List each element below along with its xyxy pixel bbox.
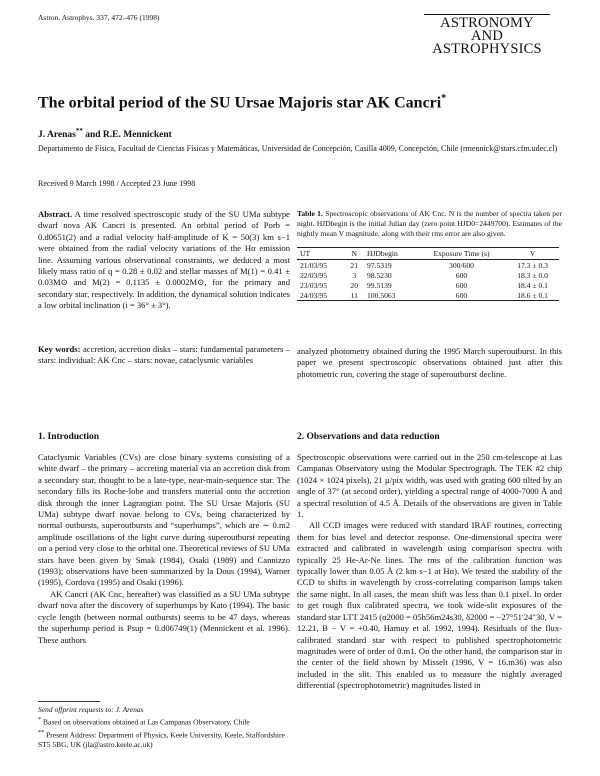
table-row	[297, 260, 559, 271]
intro-paragraph-2: AK Cancri (AK Cnc, hereafter) was classified as a SU UMa subtype dwarf nova after the discovery of superhumps by Kato (1994). The basic cycle length (between normal outbursts) seems to be 47 days, whereas the superhump period is Psup = 0.d06749(1) (Mennickent et al. 1996). These authors	[38, 588, 290, 645]
table-caption-text: Spectroscopic observations of AK Cnc. N is the number of spectra taken per night. HJDbegin is the initial Julian day (zero point HJD0=2449700). Estimates of the nightly mean V magnitude, along with their rms error are also given.	[297, 209, 562, 238]
authors	[38, 127, 172, 140]
table-caption	[297, 209, 562, 239]
title-text: The orbital period of the SU Ursae Majoris star AK Cancri	[38, 94, 442, 112]
col-header-n: N	[344, 248, 364, 260]
keywords-text: accretion, accretion disks – stars: fundamental parameters – stars: individual: AK Cnc – stars: novae, cataclysmic variables	[38, 344, 290, 366]
cell-exposure: 600	[455, 270, 468, 280]
cell-n: 21	[350, 260, 359, 270]
col-header-ut: UT	[297, 248, 344, 260]
abstract	[38, 209, 290, 312]
cell-n: 20	[350, 280, 359, 290]
title-footnote-mark: *	[441, 93, 447, 104]
paper-title	[38, 93, 558, 112]
cell-v: 17.3 ± 0.3	[517, 260, 548, 270]
keywords-label: Key words:	[38, 344, 81, 354]
cell-hjd: 97.5319	[366, 260, 392, 270]
cell-hjd: 100.5063	[364, 290, 417, 301]
cell-ut: 23/03/95	[300, 280, 328, 290]
received-date: Received 9 March 1998 / Accepted 23 June 1998	[38, 179, 196, 188]
abstract-label: Abstract.	[38, 209, 73, 219]
logo-line-2: AND	[470, 28, 503, 44]
footnote-offprint: Send offprint requests to: J. Arenas	[38, 705, 144, 714]
logo-line-3: ASTROPHYSICS	[432, 41, 542, 57]
affiliation: Departamento de Física, Facultad de Ciencias Físicas y Matemáticas, Universidad de Concepción, Casilla 4009, Concepción, Chile (rmennick@stars.cfm.udec.cl)	[38, 144, 558, 153]
author-2: and R.E. Mennickent	[82, 130, 172, 141]
cell-v: 18.3 ± 0.0	[517, 270, 548, 280]
intro-continuation	[297, 346, 562, 380]
intro-body	[38, 452, 290, 646]
logo-line-1: ASTRONOMY	[440, 15, 534, 31]
observations-table	[297, 247, 559, 301]
table-header-row	[297, 248, 559, 260]
table-row	[297, 280, 559, 290]
col-header-hjd: HJDbegin	[364, 248, 417, 260]
footnote-rule	[38, 701, 100, 702]
journal-logo	[424, 14, 550, 56]
cell-exposure: 600	[455, 280, 468, 290]
observations-paragraph-2: All CCD images were reduced with standard IRAF routines, correcting them for bias level and detector response. One-dimensional spectra were extracted and calibrated in wavelength using comparison spectra with typically 25 He-Ar-Ne lines. The rms of the calibration function was typically lower than 0.05 Å (2 km s−1 at Hα). We tested the stability of the CCD to shifts in wavelength by cross-correlating comparison lamps taken the same night. In all cases, the mean shift was less than 0.1 pixel. In order to get rough flux calibrated spectra, we took wide-slit exposures of the standard star LTT 2415 (α2000 = 05h56m24s30, δ2000 = −27°51′24″30, V = 12.21, B − V = +0.40, Hamuy et al. 1992, 1994). Residuals of the flux-calibrated standard star with respect to published spectrophotometric magnitudes were of order of 0.m1. On the other hand, the comparison star in the center of the field shown by Misselt (1996, V = 16.m36) was also included in the slit. This enabled us to measure the nightly averaged differential (spectrophotometric) magnitudes listed in	[297, 520, 562, 691]
author-footnote-mark: **	[75, 127, 83, 135]
footnote-starstar: ** Present Address: Department of Physics, Keele University, Keele, Staffordshire ST5 5BG, UK (jla@astro.keele.ac.uk)	[38, 728, 285, 749]
footnotes	[38, 701, 290, 750]
cell-n: 11	[344, 290, 364, 301]
cell-exposure: 600	[417, 290, 506, 301]
table-row	[297, 270, 559, 280]
cell-hjd: 98.5230	[366, 270, 392, 280]
cell-exposure: 300/600	[449, 260, 474, 270]
author-1: J. Arenas	[38, 130, 76, 141]
cell-n: 3	[352, 270, 357, 280]
keywords	[38, 344, 290, 367]
observations-paragraph-1: Spectroscopic observations were carried out in the 250 cm-telescope at Las Campanas Observatory using the Modular Spectrograph. The TEK #2 chip (1024 × 1024 pixels), 21 µ/pix width, was used with grating 600 tilted by an angle of 37° (at second order), yielding a spectral range of 4000-7000 Å and a spectral resolution of 4.5 Å. Details of the observations are given in Table 1.	[297, 452, 562, 520]
col-header-exposure: Exposure Time (s)	[417, 248, 506, 260]
intro-heading: 1. Introduction	[38, 432, 100, 442]
cell-v: 18.4 ± 0.1	[517, 280, 548, 290]
intro-paragraph-1: Cataclysmic Variables (CVs) are close binary systems consisting of a white dwarf – the primary – accreting material via an accretion disk from a secondary star, thought to be a late-type, near-main-sequence star. The secondary fills its Roche-lobe and transfers material onto the accretion disk through the inner Lagrangian point. The SU Ursae Majoris (SU UMa) subtype dwarf novae belong to CVs, being characterized by normal outbursts, superoutbursts and “superhumps”, which are ∼ 0.m2 amplitude oscillations of the light curve during superoutburst repeating on a period very close to the orbital one. Theoretical reviews of SU UMa stars have been given by Smak (1984), Osaki (1989) and Cannizzo (1993); observations have been summarized by la Dous (1994), Warner (1995), Cordova (1995) and Osaki (1996).	[38, 452, 290, 588]
cell-ut: 22/03/95	[300, 270, 328, 280]
cell-hjd: 99.5139	[366, 280, 392, 290]
cell-v: 18.6 ± 0.1	[506, 290, 559, 301]
intro-continuation-text: analyzed photometry obtained during the 1995 March superoutburst. In this paper we present spectroscopic observations obtained just after this photometric run, covering the stage of superoutburst decline.	[297, 346, 562, 379]
col-header-v: V	[506, 248, 559, 260]
observations-heading: 2. Observations and data reduction	[297, 432, 440, 442]
cell-ut: 24/03/95	[297, 290, 344, 301]
table-row	[297, 290, 559, 301]
footnote-star: * Based on observations obtained at Las Campanas Observatory, Chile	[38, 716, 250, 727]
observations-body	[297, 452, 562, 692]
table-label: Table 1.	[297, 209, 323, 218]
cell-ut: 21/03/95	[300, 260, 328, 270]
abstract-text: A time resolved spectroscopic study of the SU UMa subtype dwarf nova AK Cancri is presented. An orbital period of Porb = 0.d0651(2) and a radial velocity half-amplitude of K = 50(3) km s−1 were obtained from the radial velocity variations of the Hα emission line. Assuming various observational constraints, we deduced a most likely mass ratio of q = 0.28 ± 0.02 and stellar masses of M(1) = 0.41 ± 0.03M⊙ and M(2) = 0.1135 ± 0.0002M⊙, for the primary and secondary star, respectively. In addition, the dynamical solution indicates a low orbital inclination (i = 36° ± 3°).	[38, 209, 290, 311]
journal-reference: Astron. Astrophys. 337, 472–476 (1998)	[38, 13, 160, 22]
